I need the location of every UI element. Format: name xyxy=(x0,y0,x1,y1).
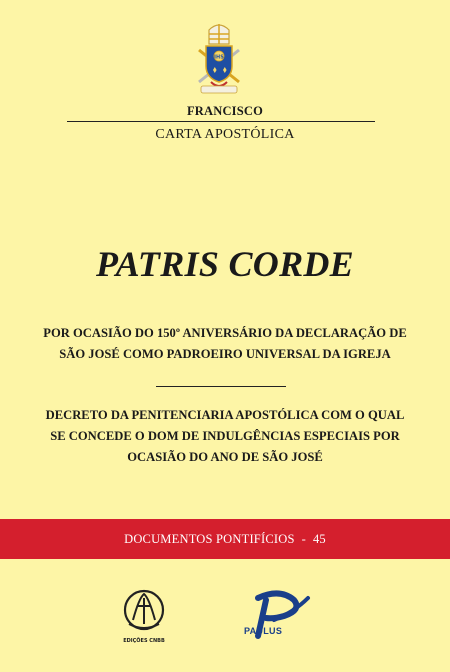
svg-text:IHS: IHS xyxy=(214,54,224,61)
series-number: 45 xyxy=(312,531,326,546)
papal-coat-of-arms-icon xyxy=(191,20,247,96)
decree-line: SE CONCEDE O DOM DE INDULGÊNCIAS ESPECIAIS POR xyxy=(50,429,400,443)
author-name: FRANCISCO xyxy=(186,104,264,118)
cnbb-logo-icon xyxy=(119,586,169,648)
decree-text xyxy=(20,405,430,468)
occasion-text xyxy=(20,323,430,365)
middle-divider xyxy=(156,386,286,387)
series-separator: - xyxy=(301,531,306,546)
occasion-line: POR OCASIÃO DO 150º ANIVERSÁRIO DA DECLARAÇÃO DE xyxy=(43,326,407,340)
decree-line: OCASIÃO DO ANO DE SÃO JOSÉ xyxy=(127,450,323,464)
cnbb-logo-text: EDIÇÕES CNBB xyxy=(123,638,165,644)
series-band xyxy=(0,519,450,559)
paulus-logo-text: PAULUS xyxy=(244,626,283,636)
document-title: PATRIS CORDE xyxy=(95,244,354,284)
occasion-line: SÃO JOSÉ COMO PADROEIRO UNIVERSAL DA IGREJA xyxy=(59,347,391,361)
top-divider xyxy=(67,121,375,122)
paulus-logo-icon xyxy=(244,590,324,646)
decree-line: DECRETO DA PENITENCIARIA APOSTÓLICA COM O QUAL xyxy=(45,408,405,422)
document-type: CARTA APOSTÓLICA xyxy=(155,127,295,142)
series-name: DOCUMENTOS PONTIFÍCIOS xyxy=(124,531,295,546)
